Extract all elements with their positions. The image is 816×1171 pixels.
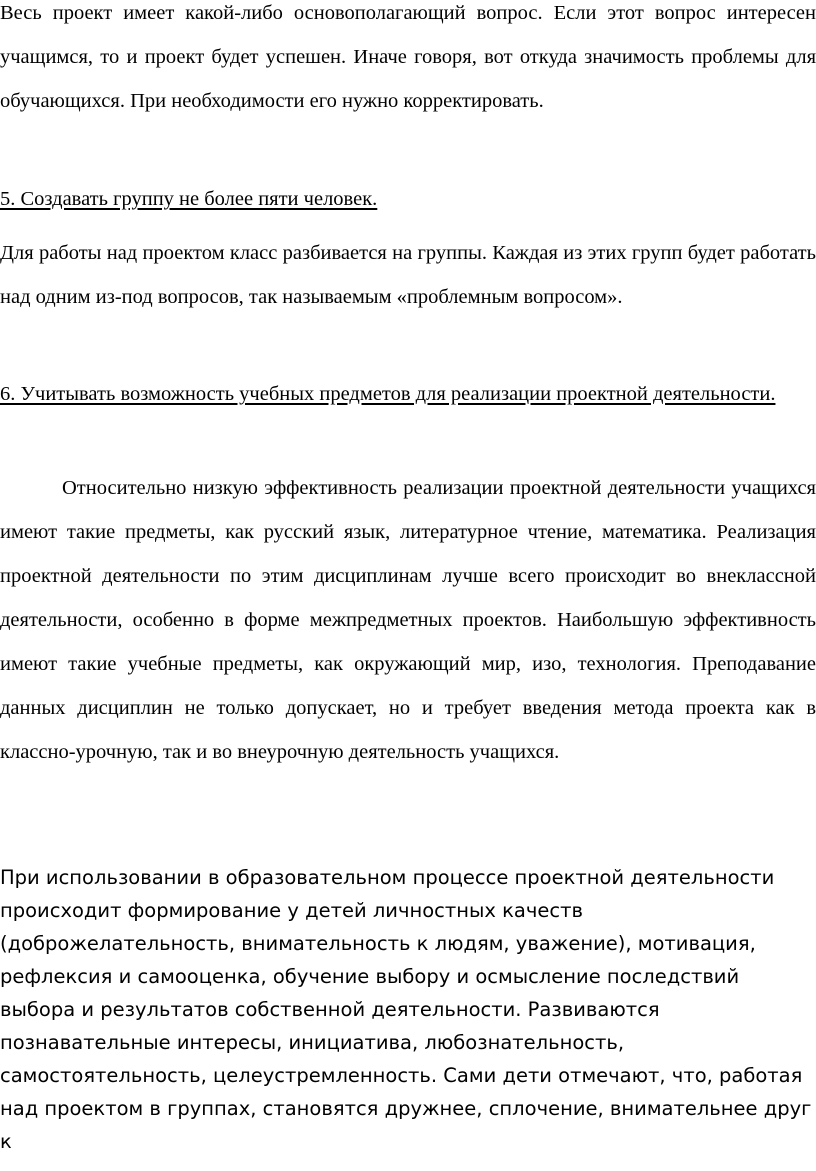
text-line: При использовании в образовательном процессе проектной деятельности <box>0 866 775 889</box>
heading-item-5-text: 5. Создавать группу не более пяти человек. <box>0 188 378 210</box>
text-line: происходит формирование у детей личностных качеств <box>0 899 583 922</box>
text-line: самостоятельность, целеустремленность. Сами дети отмечают, что, работая <box>0 1064 803 1087</box>
text-line: выбора и результатов собственной деятельности. Развиваются <box>0 998 660 1021</box>
text-line: к <box>0 1130 12 1153</box>
paragraph-subjects: Относительно низкую эффективность реализации проектной деятельности учащихся имеют такие предметы, как русский язык, литературное чтение, математика. Реализация проектной деятельности по этим дисциплинам лучше всего происходит во внеклассной деятельности, особенно в форме межпредметных проектов. Наибольшую эффективность имеют такие учебные предметы, как окружающий мир, изо, технология. Преподавание данных дисциплин не только допускает, но и требует введения метода проекта как в классно-урочную, так и во внеурочную деятельность учащихся. <box>0 477 816 763</box>
text-line: познавательные интересы, инициатива, любознательность, <box>0 1031 625 1054</box>
text-line: (доброжелательность, внимательность к людям, уважение), мотивация, <box>0 932 756 955</box>
text-line: рефлексия и самооценка, обучение выбору и осмысление последствий <box>0 965 740 988</box>
heading-item-5 <box>0 177 816 221</box>
paragraph-personal-qualities <box>0 861 812 1158</box>
heading-item-6-text: 6. Учитывать возможность учебных предметов для реализации проектной деятельности. <box>0 383 776 405</box>
paragraph-groups: Для работы над проектом класс разбивается на группы. Каждая из этих групп будет работать над одним из-под вопросов, так называемым «проблемным вопросом». <box>0 242 816 308</box>
heading-item-6 <box>0 372 816 416</box>
paragraph-intro: Весь проект имеет какой-либо основополагающий вопрос. Если этот вопрос интересен учащимся, то и проект будет успешен. Иначе говоря, вот откуда значимость проблемы для обучающихся. При необходимости его нужно корректировать. <box>0 2 816 112</box>
text-line: над проектом в группах, становятся дружнее, сплочение, внимательнее друг <box>0 1097 812 1120</box>
